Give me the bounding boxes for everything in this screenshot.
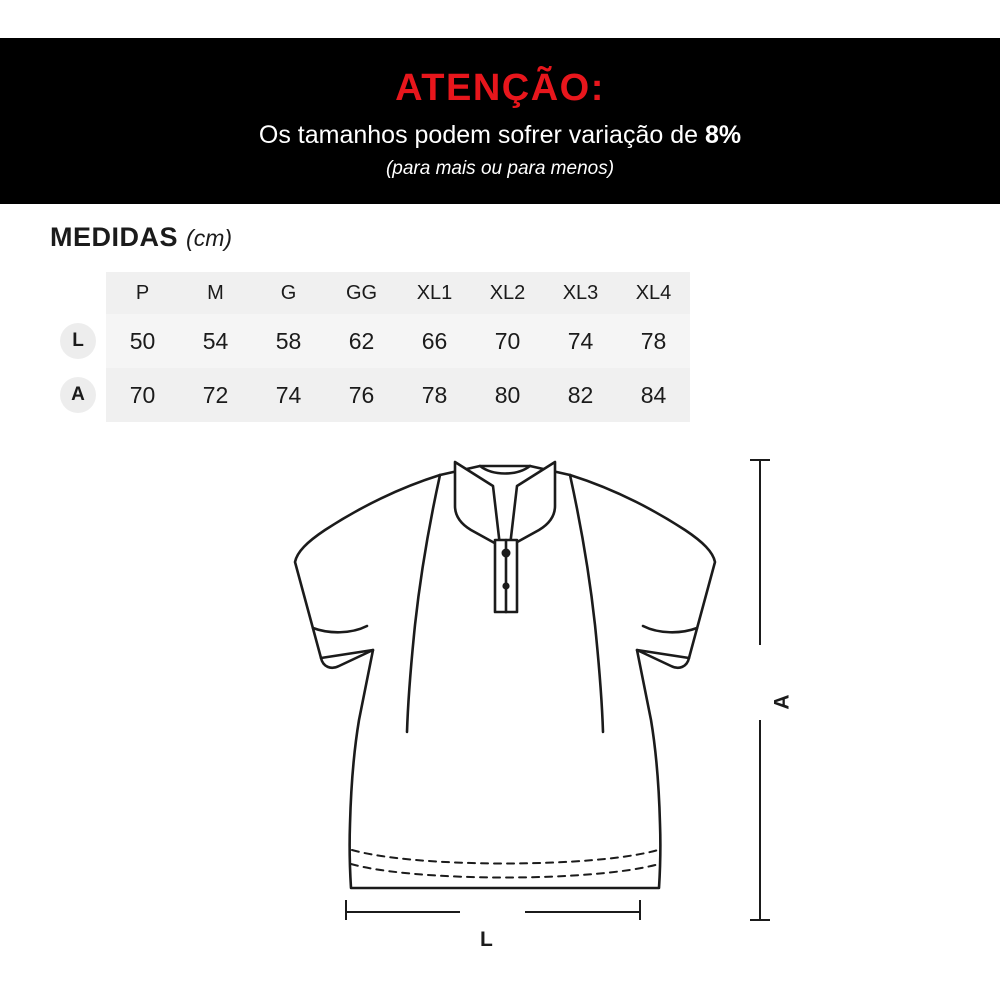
column-header-xl2: XL2 (471, 272, 544, 314)
cell-a-p: 70 (106, 368, 179, 422)
garment-illustration (0, 420, 1000, 1000)
banner-title: ATENÇÃO: (395, 67, 605, 110)
dimension-lines (320, 420, 820, 960)
column-header-xl3: XL3 (544, 272, 617, 314)
banner-subtitle (259, 120, 741, 150)
attention-banner (0, 38, 1000, 204)
dimension-label-l: L (480, 928, 493, 951)
size-table-body (50, 314, 690, 422)
size-table-wrapper (50, 272, 690, 422)
table-row (50, 368, 690, 422)
cell-l-xl2: 70 (471, 314, 544, 368)
measures-heading-label: MEDIDAS (50, 222, 179, 252)
row-label-badge-l: L (60, 323, 96, 359)
cell-l-xl3: 74 (544, 314, 617, 368)
size-table-head (50, 272, 690, 314)
cell-a-m: 72 (179, 368, 252, 422)
size-table (50, 272, 690, 422)
cell-l-xl1: 66 (398, 314, 471, 368)
table-corner-cell (50, 272, 106, 314)
cell-a-xl2: 80 (471, 368, 544, 422)
banner-subtitle-text: Os tamanhos podem sofrer variação de (258, 120, 705, 149)
row-label-cell-l (50, 314, 106, 368)
cell-l-p: 50 (106, 314, 179, 368)
column-header-m: M (179, 272, 252, 314)
cell-l-gg: 62 (325, 314, 398, 368)
cell-l-m: 54 (179, 314, 252, 368)
column-header-xl1: XL1 (398, 272, 471, 314)
table-header-row (50, 272, 690, 314)
banner-note: (para mais ou para menos) (385, 157, 615, 179)
measures-unit: (cm) (186, 225, 233, 251)
banner-variation-value: 8% (704, 120, 742, 149)
cell-a-g: 74 (252, 368, 325, 422)
column-header-p: P (106, 272, 179, 314)
column-header-xl4: XL4 (617, 272, 690, 314)
cell-l-xl4: 78 (617, 314, 690, 368)
row-label-cell-a (50, 368, 106, 422)
cell-l-g: 58 (252, 314, 325, 368)
dimension-label-a: A (770, 694, 794, 710)
column-header-gg: GG (325, 272, 398, 314)
cell-a-xl4: 84 (617, 368, 690, 422)
cell-a-xl3: 82 (544, 368, 617, 422)
measures-heading (50, 222, 232, 253)
table-row (50, 314, 690, 368)
cell-a-gg: 76 (325, 368, 398, 422)
column-header-g: G (252, 272, 325, 314)
cell-a-xl1: 78 (398, 368, 471, 422)
row-label-badge-a: A (60, 377, 96, 413)
